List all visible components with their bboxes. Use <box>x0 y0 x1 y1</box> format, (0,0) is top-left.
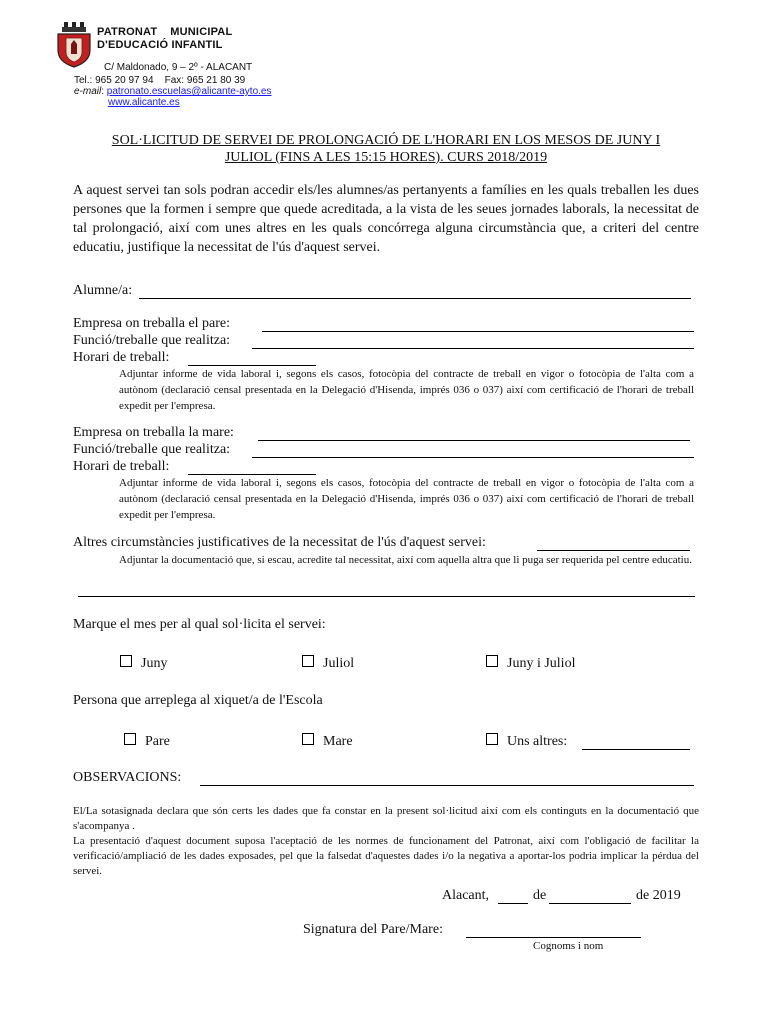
title-line-1: SOL·LICITUD DE SERVEI DE PROLONGACIÓ DE L'HORARI EN LOS MESOS DE JUNY I <box>111 133 661 148</box>
website-link[interactable]: www.alicante.es <box>108 97 180 108</box>
signature-input[interactable] <box>466 937 641 938</box>
father-company-input[interactable] <box>262 331 694 332</box>
mother-docs-note: Adjuntar informe de vida laboral i, segons els casos, fotocòpia del contracte de treball en vigor o fotocòpia de l'alta com a autònom (declaració censal presentada en la Delegació d'Hisenda, imprés 036 o 037) així com certificació de l'horari de treball expedit per l'empresa. <box>119 477 694 521</box>
checkbox-mare[interactable] <box>302 734 353 750</box>
other-circumstances-line[interactable] <box>78 596 695 597</box>
checkbox-pare-label: Pare <box>145 734 170 749</box>
others-input[interactable] <box>582 749 690 750</box>
other-docs-note: Adjuntar la documentació que, si escau, acredite tal necessitat, així com aquella altra que li puga ser requerida pel centre educatiu. <box>119 554 692 566</box>
mother-hours-label: Horari de treball: <box>73 459 170 474</box>
title-line-2: JULIOL (FINS A LES 15:15 HORES). CURS 2018/2019 <box>224 150 548 165</box>
other-circumstances-input[interactable] <box>537 550 690 551</box>
checkbox-juliol-box[interactable] <box>302 655 314 667</box>
email-label: e-mail <box>74 86 102 97</box>
father-role-input[interactable] <box>252 348 694 349</box>
org-line-2: D'EDUCACIÓ INFANTIL <box>97 39 223 51</box>
city-crest-logo <box>54 22 94 68</box>
form-title <box>70 132 702 166</box>
checkbox-juny-juliol-label: Juny i Juliol <box>507 656 576 671</box>
other-circumstances-label: Altres circumstàncies justificatives de la necessitat de l'ús d'aquest servei: <box>73 535 486 550</box>
checkbox-juliol-label: Juliol <box>323 656 355 671</box>
checkbox-others[interactable] <box>486 734 567 750</box>
place-label: Alacant, <box>442 888 490 903</box>
observations-input[interactable] <box>200 785 694 786</box>
checkbox-mare-box[interactable] <box>302 733 314 745</box>
month-input[interactable] <box>549 903 631 904</box>
declaration-p1: El/La sotasignada declara que són certs les dades que fa constar en la present sol·licitud així com els continguts en la documentació que s'acompanya . <box>73 805 699 832</box>
father-company-label: Empresa on treballa el pare: <box>73 316 231 331</box>
months-question: Marque el mes per al qual sol·licita el servei: <box>73 617 326 632</box>
declaration-p2: La presentació d'aquest document suposa l'aceptació de les normes de funcionament del Patronat, així com l'obligació de facilitar la verificació/ampliació de les dades exposades, pel que la falsedat d'aquestes dades i/o la negativa a aportar-los podria implicar la pérdua del servei. <box>73 835 699 877</box>
mother-company-input[interactable] <box>258 440 690 441</box>
checkbox-others-label: Uns altres: <box>507 734 568 749</box>
student-label: Alumne/a: <box>73 283 133 298</box>
checkbox-pare-box[interactable] <box>124 733 136 745</box>
declaration <box>73 804 699 879</box>
email-line: e-mail: patronato.escuelas@alicante-ayto.es <box>74 86 272 97</box>
year-label: de 2019 <box>636 888 681 903</box>
checkbox-juliol[interactable] <box>302 656 354 672</box>
address: C/ Maldonado, 9 – 2º - ALACANT <box>104 62 253 73</box>
phone-fax: Tel.: 965 20 97 94 Fax: 965 21 80 39 <box>74 75 246 86</box>
checkbox-juny-box[interactable] <box>120 655 132 667</box>
father-role-label: Funció/treballe que realitza: <box>73 333 231 348</box>
checkbox-juny-juliol[interactable] <box>486 656 575 672</box>
checkbox-juny-label: Juny <box>141 656 168 671</box>
organization-name <box>97 26 232 52</box>
checkbox-pare[interactable] <box>124 734 170 750</box>
observations-label: OBSERVACIONS: <box>73 770 182 785</box>
mother-company-label: Empresa on treballa la mare: <box>73 425 234 440</box>
father-hours-label: Horari de treball: <box>73 350 170 365</box>
checkbox-mare-label: Mare <box>323 734 353 749</box>
checkbox-juny-juliol-box[interactable] <box>486 655 498 667</box>
mother-role-input[interactable] <box>252 457 694 458</box>
checkbox-juny[interactable] <box>120 656 167 672</box>
mother-role-label: Funció/treballe que realitza: <box>73 442 231 457</box>
signature-label: Signatura del Pare/Mare: <box>303 922 443 937</box>
date-de-label: de <box>533 888 547 903</box>
day-input[interactable] <box>498 903 528 904</box>
intro-paragraph: A aquest servei tan sols podran accedir els/les alumnes/as pertanyents a famílies en les quals treballen les dues persones que la formen i sempre que quede acreditada, a la vista de les seues jornades laborals, la necessitat de tal prolongació, així com unes altres en les quals concórrega alguna circumstància que, a criteri del centre educatiu, justifique la necessitat de l'ús d'aquest servei. <box>73 183 699 255</box>
father-docs-note: Adjuntar informe de vida laboral i, segons els casos, fotocòpia del contracte de treball en vigor o fotocòpia de l'alta com a autònom (declaració censal presentada en la Delegació d'Hisenda, imprés 036 o 037) així com certificació de l'horari de treball expedit per l'empresa. <box>119 368 694 412</box>
student-input[interactable] <box>139 298 691 299</box>
email-link[interactable]: patronato.escuelas@alicante-ayto.es <box>106 86 272 97</box>
checkbox-others-box[interactable] <box>486 733 498 745</box>
signature-sub-label: Cognoms i nom <box>533 940 604 952</box>
org-line-1: PATRONAT MUNICIPAL <box>97 26 233 38</box>
pickup-question: Persona que arreplega al xiquet/a de l'Escola <box>73 693 323 708</box>
